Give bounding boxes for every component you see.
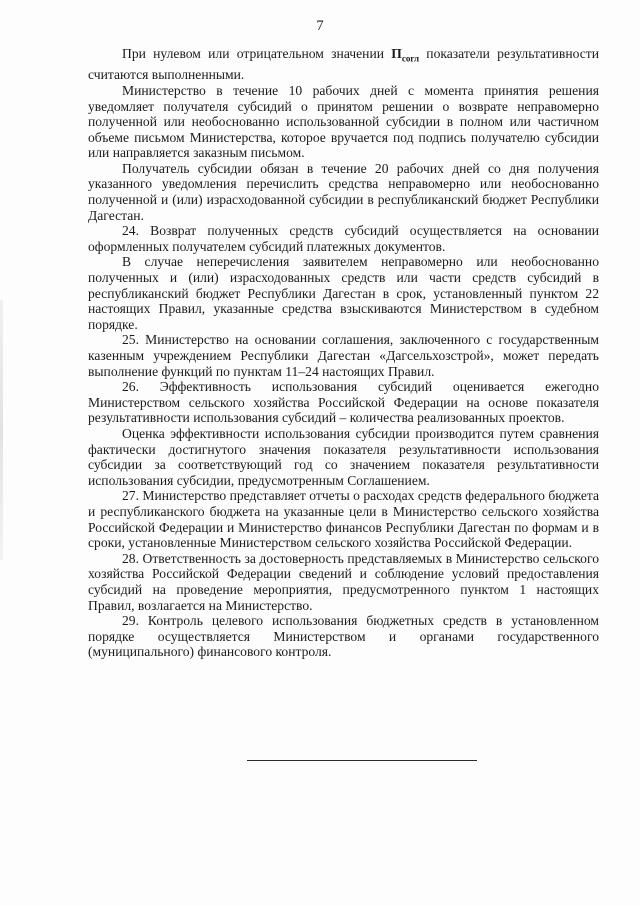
condition-symbol-subscript: согл [401,53,420,64]
paragraph-recipient-obligation: Получатель субсидии обязан в течение 20 рабочих дней со дня получения указанного уведомления перечислить средства неправомерно или необоснованно полученной и (или) израсходованной субсидии в республиканский бюджет Республики Дагестан. [88,160,599,223]
condition-symbol-letter: П [391,46,402,61]
closing-horizontal-rule [247,760,477,761]
paragraph-non-transfer-case: В случае неперечисления заявителем неправомерно или необоснованно полученных и (или) израсходованных средств или части средств субсидий в республиканский бюджет Республики Дагестан в срок, установленный пунктом 22 настоящих Правил, указанные средства взыскиваются Министерством в судебном порядке. [88,254,599,332]
paragraph-item-27: 27. Министерство представляет отчеты о расходах средств федерального бюджета и республиканского бюджета на указанные цели в Министерство сельского хозяйства Российской Федерации и Министерство финансов Республики Дагестан по формам и в сроки, установленные Министерством сельского хозяйства Российской Федерации. [88,488,600,551]
paragraph-item-25: 25. Министерство на основании соглашения, заключенного с государственным казенным учреждением Республики Дагестан «Дагсельхозстрой», может передать выполнение функций по пунктам 11–24 настоящих Правил. [88,332,599,379]
document-body [88,46,599,660]
condition-symbol [391,46,420,64]
paragraph-efficiency-assessment: Оценка эффективности использования субсидии производится путем сравнения фактически достигнутого значения показателя результативности использования субсидии за соответствующий год со значением показателя результативности использования субсидии, предусмотренным Соглашением. [88,425,599,488]
paragraph-text-before-symbol: При нулевом или отрицательном значении [122,46,392,61]
paragraph-item-24: 24. Возврат полученных средств субсидий осуществляется на основании оформленных получателем субсидий платежных документов. [88,223,599,254]
paragraph-zero-value-condition [88,46,599,83]
scan-edge-shadow [0,300,3,560]
paragraph-text-after-symbol: показатели результативности считаются выполненными. [88,46,599,83]
paragraph-item-29: 29. Контроль целевого использования бюджетных средств в установленном порядке осуществляется Министерством и органами государственного (муниципального) финансового контроля. [88,613,599,660]
paragraph-item-26: 26. Эффективность использования субсидий оценивается ежегодно Министерством сельского хозяйства Российской Федерации на основе показателя результативности использования субсидий – количества реализованных проектов. [88,379,599,426]
page-number: 7 [316,18,324,34]
paragraph-item-28: 28. Ответственность за достоверность представляемых в Министерство сельского хозяйства Российской Федерации сведений и соблюдение условий предоставления субсидий на проведение мероприятия, предусмотренного пунктом 1 настоящих Правил, возлагается на Министерство. [88,550,599,613]
paragraph-ministry-notification: Министерство в течение 10 рабочих дней с момента принятия решения уведомляет получателя субсидий о принятом решении о возврате неправомерно полученной или необоснованно использованной субсидии в полном или частичном объеме письмом Министерства, которое вручается под подпись получателю субсидии или направляется заказным письмом. [88,82,599,161]
